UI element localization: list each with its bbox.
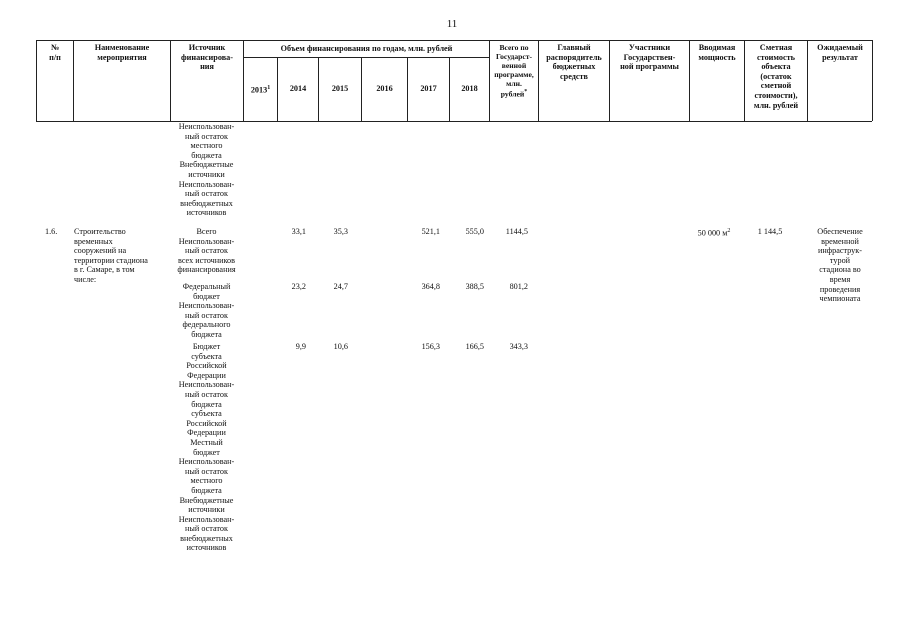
item-capacity: 50 000 $м^2$: [697, 228, 731, 238]
source-federal: Федеральный бюджет Неиспользован- ный остаток федерального бюджета: [178, 282, 235, 339]
value-2014: 23,2: [291, 282, 306, 291]
value-2017: 156,3: [421, 342, 440, 351]
value-2017: 521,1: [421, 227, 440, 236]
header-source: Источник финансирова- ния: [181, 43, 233, 72]
item-cost: 1 144,5: [757, 227, 783, 236]
value-2014: 9,9: [295, 342, 306, 351]
value-total: 343,3: [509, 342, 528, 351]
item-result: Обеспечение временной инфраструк- турой стадиона во время проведения чемпионата: [817, 227, 863, 304]
source-regional: Бюджет субъекта Российской Федерации Неиспользован- ный остаток бюджета субъекта Российской Федерации Местный бюджет Неиспользован- ный остаток местного бюджета Внебюджетные источники Неиспользован- ный остаток внебюджетных источников: [178, 342, 235, 553]
header-number: № п/п: [49, 43, 61, 62]
value-2014: 33,1: [291, 227, 306, 236]
header-year-2016: 2016: [376, 84, 393, 93]
header-cost: Сметная стоимость объекта (остаток сметной стоимости), млн. рублей: [753, 43, 799, 110]
item-number: 1.6.: [45, 227, 58, 236]
header-year-2018: 2018: [461, 84, 478, 93]
carryover-sources: Неиспользован- ный остаток местного бюджета Внебюджетные источники Неиспользован- ный остаток внебюджетных источников: [178, 122, 235, 218]
header-participants: Участники Государствен- ной программы: [620, 43, 679, 72]
value-2018: 166,5: [465, 342, 484, 351]
header-year-2014: 2014: [289, 84, 307, 93]
header-year-2015: 2015: [331, 84, 349, 93]
value-2018: 555,0: [465, 227, 484, 236]
header-name: Наименование мероприятия: [94, 43, 150, 62]
value-total: 801,2: [509, 282, 528, 291]
header-funding: Объем финансирования по годам, млн. рублей: [280, 44, 453, 53]
value-2017: 364,8: [421, 282, 440, 291]
header-year-2017: 2017: [420, 84, 437, 93]
page-number: 11: [446, 18, 458, 30]
header-capacity: Вводимая мощность: [698, 43, 736, 62]
value-2015: 24,7: [333, 282, 348, 291]
item-name: Строительство временных сооружений на территории стадиона в г. Самаре, в том числе:: [74, 227, 148, 284]
header-admin: Главный распорядитель бюджетных средств: [546, 43, 602, 81]
header-year-2013: 2013$^1$: [250, 85, 271, 95]
value-2018: 388,5: [465, 282, 484, 291]
value-total: 1144,5: [505, 227, 528, 236]
value-2015: 10,6: [333, 342, 348, 351]
header-total: Всего по Государст- венной программе, млн. рублей*: [494, 43, 534, 99]
source-total: Всего Неиспользован- ный остаток всех источников финансирования: [177, 227, 236, 275]
value-2015: 35,3: [333, 227, 348, 236]
header-result: Ожидаемый результат: [817, 43, 863, 62]
